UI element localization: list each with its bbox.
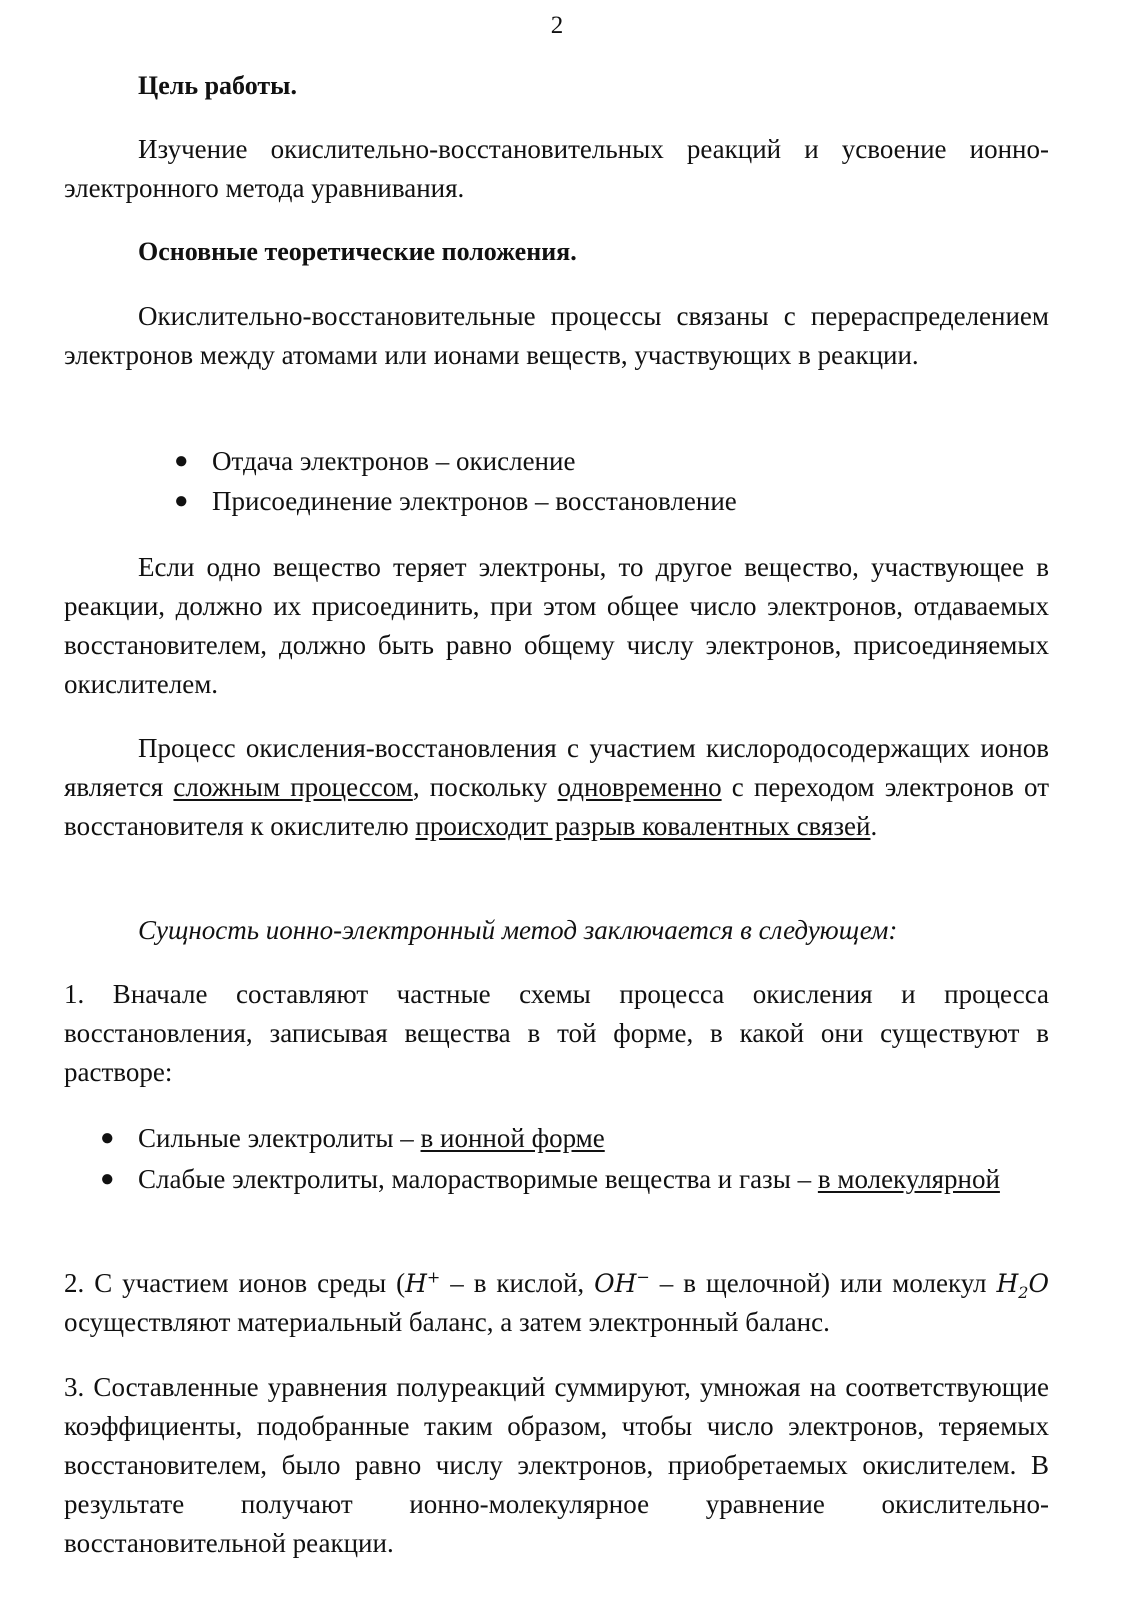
bullet-icon: ● xyxy=(174,488,189,514)
underlined-phrase: в ионной форме xyxy=(420,1123,605,1153)
method-heading: Сущность ионно-электронный метод заключается в следующем: xyxy=(138,915,898,945)
page-number: 2 xyxy=(550,12,564,39)
step1-bullet-text: Сильные электролиты – в ионной форме xyxy=(138,1123,605,1153)
complex-process-text: Процесс окисления-восстановления с участием кислородосодержащих ионов является сложным процессом, поскольку одновременно с переходом электронов от восстановителя к окислителю происходит разрыв ковалентных связей. xyxy=(64,733,1049,841)
step1-bullet-item xyxy=(100,1160,1049,1199)
bullet-icon: ● xyxy=(100,1125,115,1151)
underlined-phrase: в молекулярной xyxy=(817,1164,1000,1194)
water-formula: $H_2O$ xyxy=(996,1269,1049,1302)
theory-heading: Основные теоретические положения. xyxy=(138,237,577,266)
step-2-text: 2. С участием ионов среды (H+ – в кислой, OH− – в щелочной) или молекул $H_2O$ осуществляют материальный баланс, а затем электронный баланс. xyxy=(64,1267,1049,1337)
bullet-icon: ● xyxy=(100,1166,115,1192)
electron-balance-text: Если одно вещество теряет электроны, то другое вещество, участвующее в реакции, должно их присоединить, при этом общее число электронов, отдаваемых восстановителем, должно быть равно общему числу электронов, присоединяемых окислителем. xyxy=(64,552,1049,699)
bullet-icon: ● xyxy=(174,448,189,474)
goal-text: Изучение окислительно-восстановительных реакций и усвоение ионно-электронного метода уравнивания. xyxy=(64,134,1049,203)
underlined-phrase: сложным процессом xyxy=(173,772,413,802)
step-1-text: 1. Вначале составляют частные схемы процесса окисления и процесса восстановления, записывая вещества в той форме, в какой они существуют в растворе: xyxy=(64,979,1049,1087)
oh-minus-ion: OH− xyxy=(594,1267,650,1298)
step1-bullet-text: Слабые электролиты, малорастворимые вещества и газы – в молекулярной xyxy=(138,1164,1000,1194)
underlined-phrase: одновременно xyxy=(557,772,722,802)
step-3-text: 3. Составленные уравнения полуреакций суммируют, умножая на соответствующие коэффициенты, подобранные таким образом, чтобы число электронов, теряемых восстановителем, было равно числу электронов, приобретаемых окислителем. В результате получают ионно-молекулярное уравнение окислительно-восстановительной реакции. xyxy=(64,1372,1049,1558)
goal-heading: Цель работы. xyxy=(138,71,297,100)
underlined-phrase: происходит разрыв ковалентных связей xyxy=(415,811,871,841)
theory-intro: Окислительно-восстановительные процессы связаны с перераспределением электронов между атомами или ионами веществ, участвующих в реакции. xyxy=(64,301,1049,370)
h-plus-ion: H+ xyxy=(405,1267,441,1298)
theory-bullet-text: Присоединение электронов – восстановление xyxy=(212,486,737,516)
theory-bullet-text: Отдача электронов – окисление xyxy=(212,446,576,476)
